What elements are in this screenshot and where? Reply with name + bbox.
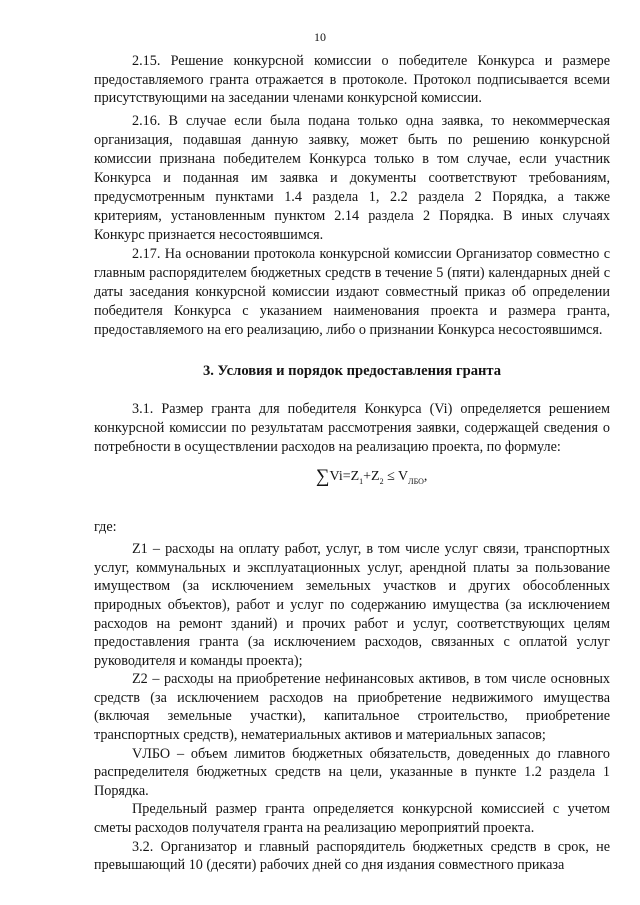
formula-sub-lbo: ЛБО (408, 476, 424, 486)
sum-sign: ∑ (316, 466, 330, 488)
formula-plus: +Z (363, 469, 380, 485)
paragraph-2-17: 2.17. На основании протокола конкурсной комиссии Организатор совместно с главным распорядителем бюджетных средств в течение 5 (пяти) календарных дней с даты заседания конкурсной комиссии издают совместный приказ об определении победителя Конкурса с указанием наименования проекта и размера гранта, предоставляемого на его реализацию, либо о признании Конкурса несостоявшимся. (94, 245, 610, 338)
paragraph-2-16: 2.16. В случае если была подана только одна заявка, то некоммерческая организация, подавшая данную заявку, может быть по решению конкурсной комиссии признана победителем Конкурса только в том случае, если участник Конкурса и поданная им заявка и документы соответствуют требованиям, предусмотренным пунктами 1.4 раздела 1, 2.2 раздела 2 Порядка, а также критериям, установленным пунктом 2.14 раздела 2 Порядка. В иных случаях Конкурс признается несостоявшимся. (94, 112, 610, 243)
definition-vlbo: VЛБО – объем лимитов бюджетных обязательств, доведенных до главного распределителя бюджетных средств на цели, указанные в пункте 1.2 раздела 1 Порядка. (94, 745, 610, 799)
definition-z2: Z2 – расходы на приобретение нефинансовых активов, в том числе основных средств (за исключением расходов на приобретение недвижимого имущества (включая земельные участки), капитальное строительство, приобретение транспортных средств), нематериальных активов и материальных запасов; (94, 671, 610, 744)
formula-tail: , (423, 469, 428, 485)
paragraph-3-1: 3.1. Размер гранта для победителя Конкурса (Vi) определяется решением конкурсной комиссии по результатам рассмотрения заявки, содержащей сведения о потребности в осуществлении расходов на реализацию проекта, по формуле: (94, 401, 610, 455)
formula-sub-2: 2 (379, 476, 384, 486)
document-body (94, 52, 610, 875)
section-heading: 3. Условия и порядок предоставления гранта (202, 362, 502, 379)
paragraph-grant-limit: Предельный размер гранта определяется конкурсной комиссией с учетом сметы расходов получателя гранта на реализацию мероприятий проекта. (94, 801, 610, 837)
formula-lhs: Vi=Z (329, 469, 360, 485)
definition-z1: Z1 – расходы на оплату работ, услуг, в том числе услуг связи, транспортных услуг, коммунальных и эксплуатационных услуг, арендной платы за пользование имуществом (за исключением земельных участков и других обособленных природных объектов), работ и услуг по содержанию имущества (за исключением расходов на ремонт зданий) и прочих работ и услуг, соответствующих целям предоставления гранта (за исключением расходов, связанных с оплатой услуг руководителя и команды проекта); (94, 541, 610, 669)
formula-leq: ≤ V (383, 469, 409, 485)
where-label: где: (94, 518, 117, 535)
formula-sub-1: 1 (359, 476, 364, 486)
paragraph-2-15: 2.15. Решение конкурсной комиссии о победителе Конкурса и размере предоставляемого гранта отражается в протоколе. Протокол подписывается всеми присутствующими на заседании членами конкурсной комиссии. (94, 53, 610, 107)
paragraph-3-2: 3.2. Организатор и главный распорядитель бюджетных средств в срок, не превышающий 10 (десяти) рабочих дней со дня издания совместного приказа (94, 838, 610, 874)
grant-formula (94, 468, 610, 491)
page-number: 10 (314, 30, 326, 44)
